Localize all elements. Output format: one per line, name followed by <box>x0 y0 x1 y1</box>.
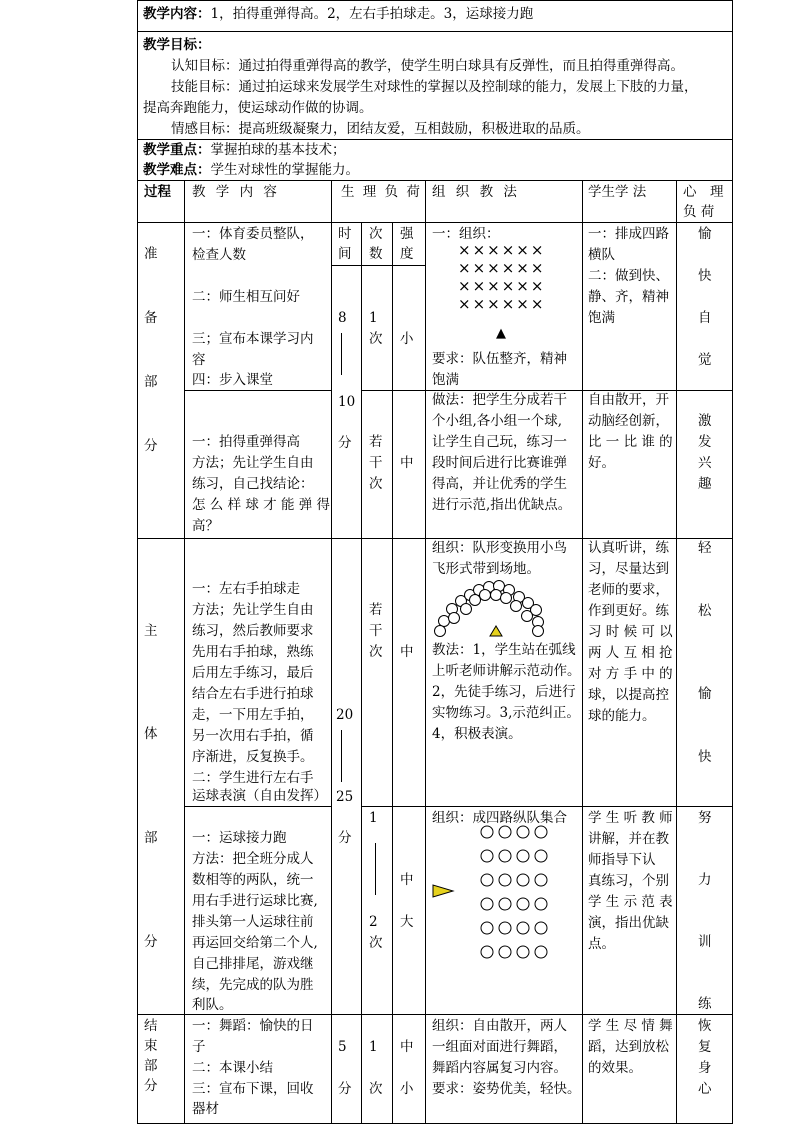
main-count1-1: 若 <box>369 602 383 618</box>
main-content2-9: 利队。 <box>192 997 233 1013</box>
prep-count-2a: 若 <box>369 434 383 450</box>
main-study2-2: 讲解，并在教 <box>588 831 669 847</box>
main-content2-5: 排头第一人运球往前 <box>192 914 314 930</box>
prep-content-5a: 一：拍得重弹得高 <box>192 434 300 450</box>
main-content2-1: 一：运球接力跑 <box>192 830 287 846</box>
sub-intensity-1: 强 <box>400 226 414 242</box>
col-line <box>361 390 362 538</box>
goal-emotion: 情感目标：提高班级凝聚力，团结友爱，互相鼓励，积极进取的品质。 <box>171 121 590 137</box>
divider <box>137 222 733 223</box>
end-psych-4: 心 <box>698 1081 712 1097</box>
col-line <box>676 180 677 1124</box>
main-org1-b2: 上听老师讲解示范动作。 <box>432 663 581 679</box>
prep-time-unit: 分 <box>338 435 352 451</box>
main-psych1-1: 轻 <box>698 540 712 556</box>
prep-content-4: 四：步入课堂 <box>192 372 273 388</box>
main-study1-4: 作到更好。练 <box>588 603 669 619</box>
main-intensity1: 中 <box>400 644 414 660</box>
stage-end-1: 结 <box>144 1018 158 1034</box>
main-study1-5: 习 时 候 可 以 <box>588 624 673 640</box>
main-study2-6: 演，指出优缺 <box>588 915 669 931</box>
end-psych-2: 复 <box>698 1039 712 1055</box>
stage-end-4: 分 <box>144 1078 158 1094</box>
main-intensity2-1: 中 <box>400 872 414 888</box>
difficulty-text: 学生对球性的掌握能力。 <box>210 162 359 178</box>
main-count1-2: 干 <box>369 623 383 639</box>
prep-time-end: 10 <box>338 394 356 410</box>
main-content1-11: 运球表演（自由发挥） <box>192 788 327 804</box>
formation-row: ×××××× <box>458 241 546 259</box>
main-psych2-1: 努 <box>698 810 712 826</box>
goal-skill-cont: 提高奔跑能力，使运球动作做的协调。 <box>143 100 373 116</box>
col-line <box>425 180 426 1124</box>
main-content1-4: 先用右手拍球，熟练 <box>192 644 314 660</box>
stage-prep-3: 部 <box>144 374 158 390</box>
formation-row: ×××××× <box>458 295 546 313</box>
prep-count-2c: 次 <box>369 476 383 492</box>
main-psych2-3: 训 <box>698 934 712 950</box>
prep-intensity-2: 中 <box>400 455 414 471</box>
prep-intensity-1: 小 <box>400 331 414 347</box>
stage-prep-2: 备 <box>144 310 158 326</box>
prep-content-3a: 三；宣布本课学习内 <box>192 331 314 347</box>
main-study2-4: 真练习，个别 <box>588 873 669 889</box>
main-content1-7: 走，一下用左手拍， <box>192 707 314 723</box>
main-study2-7: 点。 <box>588 936 615 952</box>
content-row <box>143 4 533 25</box>
main-content1-9: 序渐进，反复换手。 <box>192 749 314 765</box>
range-line <box>341 333 342 375</box>
prep-psych2-4: 趣 <box>698 476 712 492</box>
bird-formation-diagram <box>430 580 580 642</box>
prep-content-1a: 一：体育委员整队， <box>192 226 314 242</box>
goals-label: 教学目标： <box>143 37 211 53</box>
main-psych1-2: 松 <box>698 603 712 619</box>
col-line <box>392 1014 393 1124</box>
main-time-end: 25 <box>336 789 354 805</box>
prep-content-1b: 检查人数 <box>192 247 246 263</box>
main-org1-1: 组织：队形变换用小鸟 <box>432 540 567 556</box>
col-line <box>392 538 393 1014</box>
prep-org-req-2: 饱满 <box>432 372 459 388</box>
main-content1-10: 二：学生进行左右手 <box>192 770 314 786</box>
col-study: 学生学 法 <box>588 184 647 200</box>
prep-study-3: 二：做到快、 <box>588 268 669 284</box>
key-label: 教学重点： <box>143 142 211 158</box>
main-content2-2: 方法：把全班分成人 <box>192 851 314 867</box>
end-study-2: 蹈，达到放松 <box>588 1039 669 1055</box>
main-content1-3: 练习，然后教师要求 <box>192 623 314 639</box>
main-count2-top: 1 <box>369 810 378 826</box>
main-org2: 组织：成四路纵队集合 <box>432 810 567 826</box>
goal-skill: 技能目标：通过拍运球来发展学生对球性的掌握以及控制球的能力，发展上下肢的力量， <box>171 79 698 95</box>
main-psych1-3: 愉 <box>698 686 712 702</box>
main-study1-7: 对 方 手 中 的 <box>588 666 673 682</box>
stage-end-2: 束 <box>144 1038 158 1054</box>
sub-count-1: 次 <box>369 226 383 242</box>
end-study-1: 学 生 尽 情 舞 <box>588 1018 673 1034</box>
end-psych-3: 身 <box>698 1060 712 1076</box>
prep-study-5: 饱满 <box>588 310 615 326</box>
main-study2-5: 学 生 示 范 表 <box>588 894 673 910</box>
prep-org2-6: 进行示范,指出优缺点。 <box>432 497 572 513</box>
prep-psych-2: 快 <box>698 268 712 284</box>
relay-formation-diagram <box>430 824 580 962</box>
stage-prep-1: 准 <box>144 246 158 262</box>
formation-row: ×××××× <box>458 277 546 295</box>
prep-study2-2: 动脑经创新， <box>588 413 669 429</box>
stage-main-3: 部 <box>144 830 158 846</box>
stage-main-1: 主 <box>144 623 158 639</box>
prep-psych2-2: 发 <box>698 434 712 450</box>
content-label: 教学内容： <box>143 6 211 22</box>
prep-psych2-3: 兴 <box>698 455 712 471</box>
difficulty-row <box>143 160 359 181</box>
prep-study-4: 静、齐，精神 <box>588 289 669 305</box>
main-org1-b1: 教法：1，学生站在弧线 <box>432 642 576 658</box>
prep-org2-2: 个小组,各小组一个球, <box>432 413 563 429</box>
col-content: 教 学 内 容 <box>192 184 280 200</box>
main-psych1-4: 快 <box>698 749 712 765</box>
main-study1-1: 认真听讲，练 <box>588 540 669 556</box>
end-content-5: 器材 <box>192 1101 219 1117</box>
prep-psych-4: 觉 <box>698 352 712 368</box>
main-time-unit: 分 <box>338 830 352 846</box>
col-line <box>582 180 583 1124</box>
end-org-3: 舞蹈内容属复习内容。 <box>432 1060 567 1076</box>
formation-row: ×××××× <box>458 259 546 277</box>
sub-intensity-2: 度 <box>400 246 414 262</box>
end-psych-1: 恢 <box>698 1018 712 1034</box>
main-content2-8: 续，先完成的队为胜 <box>192 977 314 993</box>
col-line <box>392 222 393 390</box>
main-org1-b4: 实物练习。3,示范纠正。 <box>432 705 580 721</box>
main-psych2-4: 练 <box>698 996 712 1012</box>
main-content2-6: 再运回交给第二个人, <box>192 935 318 951</box>
stage-main-2: 体 <box>144 726 158 742</box>
main-org1-b5: 4，积极表演。 <box>432 726 522 742</box>
prep-org-label: 一：组织： <box>432 226 500 242</box>
main-study2-3: 师指导下认 <box>588 852 656 868</box>
col-line <box>331 180 332 1124</box>
col-line <box>361 538 362 1014</box>
end-org-1: 组织：自由散开，两人 <box>432 1018 567 1034</box>
prep-content-2: 二：师生相互问好 <box>192 289 300 305</box>
main-study1-2: 习，尽量达到 <box>588 561 669 577</box>
divider <box>361 806 733 807</box>
end-count-unit: 次 <box>369 1081 383 1097</box>
divider <box>137 180 733 181</box>
col-org: 组 织 教 法 <box>432 184 520 200</box>
main-study1-6: 两 人 互 相 抢 <box>588 645 673 661</box>
prep-content-5c: 练习，自己找结论： <box>192 476 314 492</box>
stage-end-3: 部 <box>144 1058 158 1074</box>
divider <box>331 265 425 266</box>
prep-org-req-1: 要求：队伍整齐，精神 <box>432 351 567 367</box>
main-content1-5: 后用左手练习，最后 <box>192 665 314 681</box>
prep-time-start: 8 <box>338 310 347 326</box>
prep-content-3b: 容 <box>192 352 206 368</box>
prep-psych-1: 愉 <box>698 226 712 242</box>
col-line <box>361 222 362 390</box>
main-content1-6: 结合左右手进行拍球 <box>192 686 314 702</box>
main-intensity2-2: 大 <box>400 914 414 930</box>
main-content2-3: 数相等的两队，统一 <box>192 872 314 888</box>
sub-time-2: 间 <box>338 246 352 262</box>
prep-study2-3: 比 一 比 谁 的 <box>588 434 673 450</box>
col-line <box>392 390 393 538</box>
divider <box>137 31 733 32</box>
teacher-triangle-icon <box>490 626 502 636</box>
main-study1-3: 老师的要求， <box>588 582 669 598</box>
col-load: 生 理 负 荷 <box>341 184 422 200</box>
prep-psych-3: 自 <box>698 310 712 326</box>
content-text: 1，拍得重弹得高。2，左右手拍球走。3，运球接力跑 <box>210 6 534 22</box>
prep-org2-1: 做法：把学生分成若干 <box>432 392 567 408</box>
col-line <box>361 1014 362 1124</box>
main-study2-1: 学 生 听 教 师 <box>588 810 673 826</box>
main-count1-3: 次 <box>369 644 383 660</box>
main-content1-2: 方法；先让学生自由 <box>192 602 314 618</box>
main-content1-1: 一：左右手拍球走 <box>192 581 300 597</box>
teacher-triangle-icon <box>433 885 453 897</box>
end-intensity-2: 小 <box>400 1081 414 1097</box>
end-org-2: 一组面对面进行舞蹈， <box>432 1039 567 1055</box>
main-count2-unit: 次 <box>369 935 383 951</box>
col-process: 过程 <box>144 184 171 200</box>
prep-org2-4: 段时间后进行比赛谁弹 <box>432 455 567 471</box>
main-time-start: 20 <box>336 707 354 723</box>
sub-time-1: 时 <box>338 226 352 242</box>
end-intensity-1: 中 <box>400 1039 414 1055</box>
col-line <box>184 180 185 1124</box>
end-time: 5 <box>338 1039 347 1055</box>
col-psych: 心 理 <box>683 184 724 200</box>
main-study1-8: 球，以提高控 <box>588 687 669 703</box>
main-org1-2: 飞形式带到场地。 <box>432 561 540 577</box>
end-org-4: 要求：姿势优美，轻快。 <box>432 1081 581 1097</box>
prep-study2-1: 自由散开，开 <box>588 392 669 408</box>
main-psych2-2: 力 <box>698 872 712 888</box>
prep-count-1b: 次 <box>369 331 383 347</box>
sub-count-2: 数 <box>369 246 383 262</box>
main-study1-9: 球的能力。 <box>588 708 656 724</box>
stage-main-4: 分 <box>144 934 158 950</box>
key-text: 掌握拍球的基本技术； <box>210 142 346 158</box>
goal-cognitive: 认知目标：通过拍得重弹得高的教学，使学生明白球具有反弹性，而且拍得重弹得高。 <box>171 58 684 74</box>
end-count: 1 <box>369 1039 378 1055</box>
key-point-row <box>143 140 346 161</box>
stage-prep-4: 分 <box>144 438 158 454</box>
main-count2-bottom: 2 <box>369 914 378 930</box>
end-study-3: 的效果。 <box>588 1060 642 1076</box>
end-content-1: 一：舞蹈：愉快的日 <box>192 1018 314 1034</box>
range-line <box>375 843 376 895</box>
prep-org2-3: 让学生自己玩，练习一 <box>432 434 567 450</box>
prep-study-1: 一：排成四路 <box>588 226 669 242</box>
main-content1-8: 另一次用右手拍，循 <box>192 728 314 744</box>
prep-psych2-1: 激 <box>698 413 712 429</box>
main-content2-4: 用右手进行运球比赛, <box>192 893 318 909</box>
prep-count-2b: 干 <box>369 455 383 471</box>
prep-org2-5: 得高，并让优秀的学生 <box>432 476 567 492</box>
end-content-3: 二：本课小结 <box>192 1060 273 1076</box>
teacher-marker-icon: ▲ <box>496 326 506 341</box>
prep-content-5e: 高？ <box>192 518 219 534</box>
main-content2-7: 自己排排尾，游戏继 <box>192 956 314 972</box>
range-line <box>341 730 342 782</box>
end-time-unit: 分 <box>338 1081 352 1097</box>
prep-content-5d: 怎 么 样 球 才 能 弹 得 <box>192 497 331 513</box>
prep-study2-4: 好。 <box>588 455 615 471</box>
col-psych-2: 负 荷 <box>683 204 715 220</box>
prep-study-2: 横队 <box>588 247 615 263</box>
difficulty-label: 教学难点： <box>143 162 211 178</box>
end-content-2: 子 <box>192 1039 206 1055</box>
prep-content-5b: 方法；先让学生自由 <box>192 455 314 471</box>
prep-count-1: 1 <box>369 310 378 326</box>
end-content-4: 三：宣布下课，回收 <box>192 1081 314 1097</box>
main-org1-b3: 2，先徒手练习，后进行 <box>432 684 576 700</box>
